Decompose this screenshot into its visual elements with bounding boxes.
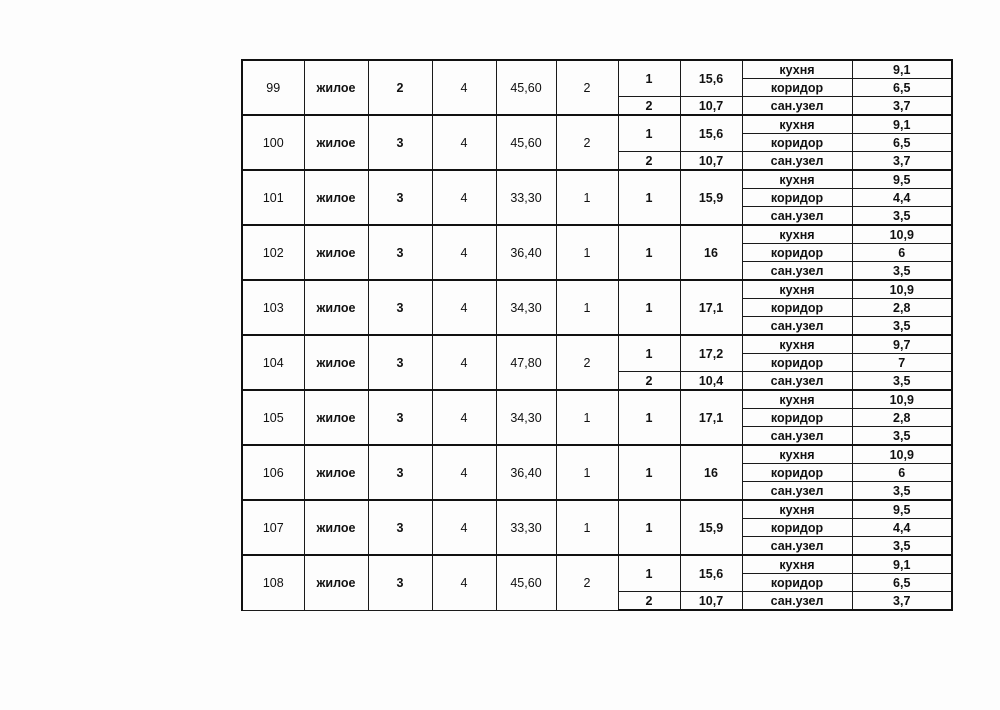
total-area-cell: 33,30 bbox=[496, 500, 556, 555]
auxiliary-room-name-cell: коридор bbox=[742, 464, 852, 482]
auxiliary-room-area-cell: 10,9 bbox=[852, 390, 952, 409]
rooms-count-cell: 1 bbox=[556, 500, 618, 555]
rooms-count-cell: 2 bbox=[556, 555, 618, 610]
premise-type-cell: жилое bbox=[304, 555, 368, 610]
rooms-count-cell: 1 bbox=[556, 225, 618, 280]
auxiliary-room-name-cell: кухня bbox=[742, 115, 852, 134]
floor-cell: 3 bbox=[368, 170, 432, 225]
auxiliary-room-name-cell: коридор bbox=[742, 574, 852, 592]
auxiliary-room-area-cell: 3,7 bbox=[852, 97, 952, 116]
auxiliary-room-name-cell: сан.узел bbox=[742, 97, 852, 116]
section-cell: 4 bbox=[432, 115, 496, 170]
section-cell: 4 bbox=[432, 225, 496, 280]
auxiliary-room-name-cell: кухня bbox=[742, 225, 852, 244]
auxiliary-room-area-cell: 3,5 bbox=[852, 317, 952, 336]
auxiliary-room-area-cell: 6 bbox=[852, 464, 952, 482]
room-area-cell: 15,6 bbox=[680, 60, 742, 97]
auxiliary-room-area-cell: 2,8 bbox=[852, 409, 952, 427]
room-number-cell: 2 bbox=[618, 97, 680, 116]
auxiliary-room-name-cell: сан.узел bbox=[742, 427, 852, 446]
auxiliary-room-name-cell: кухня bbox=[742, 445, 852, 464]
room-area-cell: 15,6 bbox=[680, 555, 742, 592]
auxiliary-room-name-cell: сан.узел bbox=[742, 592, 852, 611]
premise-type-cell: жилое bbox=[304, 280, 368, 335]
rooms-count-cell: 1 bbox=[556, 390, 618, 445]
room-number-cell: 2 bbox=[618, 372, 680, 391]
apartment-number-cell: 108 bbox=[242, 555, 304, 610]
auxiliary-room-name-cell: кухня bbox=[742, 280, 852, 299]
apartment-number-cell: 103 bbox=[242, 280, 304, 335]
total-area-cell: 34,30 bbox=[496, 390, 556, 445]
apartment-number-cell: 107 bbox=[242, 500, 304, 555]
total-area-cell: 36,40 bbox=[496, 225, 556, 280]
apartment-number-cell: 105 bbox=[242, 390, 304, 445]
room-number-cell: 1 bbox=[618, 280, 680, 335]
room-number-cell: 1 bbox=[618, 555, 680, 592]
room-area-cell: 16 bbox=[680, 445, 742, 500]
floor-cell: 2 bbox=[368, 60, 432, 115]
rooms-count-cell: 2 bbox=[556, 335, 618, 390]
apartment-number-cell: 101 bbox=[242, 170, 304, 225]
auxiliary-room-name-cell: коридор bbox=[742, 299, 852, 317]
auxiliary-room-name-cell: кухня bbox=[742, 335, 852, 354]
table-row bbox=[242, 335, 952, 354]
auxiliary-room-name-cell: коридор bbox=[742, 409, 852, 427]
auxiliary-room-area-cell: 2,8 bbox=[852, 299, 952, 317]
table-row bbox=[242, 60, 952, 79]
total-area-cell: 45,60 bbox=[496, 60, 556, 115]
premise-type-cell: жилое bbox=[304, 170, 368, 225]
total-area-cell: 36,40 bbox=[496, 445, 556, 500]
floor-cell: 3 bbox=[368, 280, 432, 335]
room-number-cell: 1 bbox=[618, 115, 680, 152]
room-area-cell: 17,1 bbox=[680, 280, 742, 335]
auxiliary-room-area-cell: 10,9 bbox=[852, 280, 952, 299]
auxiliary-room-area-cell: 9,5 bbox=[852, 170, 952, 189]
rooms-count-cell: 1 bbox=[556, 280, 618, 335]
auxiliary-room-area-cell: 7 bbox=[852, 354, 952, 372]
auxiliary-room-area-cell: 4,4 bbox=[852, 519, 952, 537]
section-cell: 4 bbox=[432, 445, 496, 500]
auxiliary-room-name-cell: сан.узел bbox=[742, 207, 852, 226]
auxiliary-room-area-cell: 3,5 bbox=[852, 537, 952, 556]
floor-cell: 3 bbox=[368, 555, 432, 610]
table-row bbox=[242, 115, 952, 134]
premise-type-cell: жилое bbox=[304, 390, 368, 445]
table-row bbox=[242, 445, 952, 464]
auxiliary-room-area-cell: 3,5 bbox=[852, 427, 952, 446]
apartment-number-cell: 100 bbox=[242, 115, 304, 170]
auxiliary-room-area-cell: 3,5 bbox=[852, 207, 952, 226]
premise-type-cell: жилое bbox=[304, 335, 368, 390]
room-area-cell: 15,9 bbox=[680, 170, 742, 225]
auxiliary-room-name-cell: коридор bbox=[742, 79, 852, 97]
auxiliary-room-name-cell: кухня bbox=[742, 500, 852, 519]
auxiliary-room-name-cell: сан.узел bbox=[742, 317, 852, 336]
auxiliary-room-area-cell: 9,1 bbox=[852, 555, 952, 574]
room-number-cell: 2 bbox=[618, 152, 680, 171]
room-area-cell: 17,2 bbox=[680, 335, 742, 372]
auxiliary-room-name-cell: сан.узел bbox=[742, 372, 852, 391]
room-number-cell: 1 bbox=[618, 170, 680, 225]
floor-cell: 3 bbox=[368, 445, 432, 500]
auxiliary-room-name-cell: коридор bbox=[742, 134, 852, 152]
rooms-count-cell: 2 bbox=[556, 60, 618, 115]
premise-type-cell: жилое bbox=[304, 500, 368, 555]
room-number-cell: 2 bbox=[618, 592, 680, 611]
rooms-count-cell: 2 bbox=[556, 115, 618, 170]
apartment-table bbox=[241, 59, 953, 611]
auxiliary-room-name-cell: сан.узел bbox=[742, 537, 852, 556]
apartment-number-cell: 102 bbox=[242, 225, 304, 280]
room-number-cell: 1 bbox=[618, 225, 680, 280]
auxiliary-room-area-cell: 9,7 bbox=[852, 335, 952, 354]
auxiliary-room-name-cell: кухня bbox=[742, 390, 852, 409]
auxiliary-room-name-cell: коридор bbox=[742, 244, 852, 262]
auxiliary-room-name-cell: коридор bbox=[742, 519, 852, 537]
table-row bbox=[242, 170, 952, 189]
room-area-cell: 15,9 bbox=[680, 500, 742, 555]
table-row bbox=[242, 500, 952, 519]
total-area-cell: 47,80 bbox=[496, 335, 556, 390]
room-number-cell: 1 bbox=[618, 60, 680, 97]
total-area-cell: 45,60 bbox=[496, 115, 556, 170]
room-number-cell: 1 bbox=[618, 390, 680, 445]
auxiliary-room-area-cell: 6,5 bbox=[852, 79, 952, 97]
apartment-number-cell: 106 bbox=[242, 445, 304, 500]
room-area-cell: 10,4 bbox=[680, 372, 742, 391]
floor-cell: 3 bbox=[368, 225, 432, 280]
room-number-cell: 1 bbox=[618, 500, 680, 555]
room-area-cell: 10,7 bbox=[680, 592, 742, 611]
premise-type-cell: жилое bbox=[304, 60, 368, 115]
auxiliary-room-area-cell: 6 bbox=[852, 244, 952, 262]
rooms-count-cell: 1 bbox=[556, 445, 618, 500]
table-row bbox=[242, 390, 952, 409]
auxiliary-room-name-cell: кухня bbox=[742, 170, 852, 189]
auxiliary-room-area-cell: 4,4 bbox=[852, 189, 952, 207]
section-cell: 4 bbox=[432, 335, 496, 390]
premise-type-cell: жилое bbox=[304, 225, 368, 280]
apartment-number-cell: 99 bbox=[242, 60, 304, 115]
auxiliary-room-name-cell: сан.узел bbox=[742, 482, 852, 501]
auxiliary-room-area-cell: 3,5 bbox=[852, 482, 952, 501]
auxiliary-room-name-cell: сан.узел bbox=[742, 152, 852, 171]
auxiliary-room-area-cell: 3,7 bbox=[852, 592, 952, 611]
room-area-cell: 10,7 bbox=[680, 152, 742, 171]
auxiliary-room-area-cell: 9,5 bbox=[852, 500, 952, 519]
table-row bbox=[242, 280, 952, 299]
section-cell: 4 bbox=[432, 555, 496, 610]
premise-type-cell: жилое bbox=[304, 445, 368, 500]
table-row bbox=[242, 225, 952, 244]
apartment-table-body bbox=[242, 60, 952, 610]
room-area-cell: 16 bbox=[680, 225, 742, 280]
auxiliary-room-name-cell: кухня bbox=[742, 555, 852, 574]
auxiliary-room-name-cell: сан.узел bbox=[742, 262, 852, 281]
room-area-cell: 17,1 bbox=[680, 390, 742, 445]
auxiliary-room-area-cell: 6,5 bbox=[852, 134, 952, 152]
floor-cell: 3 bbox=[368, 335, 432, 390]
auxiliary-room-area-cell: 10,9 bbox=[852, 445, 952, 464]
premise-type-cell: жилое bbox=[304, 115, 368, 170]
section-cell: 4 bbox=[432, 60, 496, 115]
room-number-cell: 1 bbox=[618, 335, 680, 372]
auxiliary-room-area-cell: 3,7 bbox=[852, 152, 952, 171]
auxiliary-room-name-cell: коридор bbox=[742, 189, 852, 207]
section-cell: 4 bbox=[432, 500, 496, 555]
total-area-cell: 33,30 bbox=[496, 170, 556, 225]
auxiliary-room-area-cell: 3,5 bbox=[852, 262, 952, 281]
apartment-number-cell: 104 bbox=[242, 335, 304, 390]
section-cell: 4 bbox=[432, 280, 496, 335]
auxiliary-room-area-cell: 9,1 bbox=[852, 60, 952, 79]
auxiliary-room-area-cell: 10,9 bbox=[852, 225, 952, 244]
auxiliary-room-name-cell: кухня bbox=[742, 60, 852, 79]
room-area-cell: 10,7 bbox=[680, 97, 742, 116]
section-cell: 4 bbox=[432, 170, 496, 225]
rooms-count-cell: 1 bbox=[556, 170, 618, 225]
room-number-cell: 1 bbox=[618, 445, 680, 500]
floor-cell: 3 bbox=[368, 115, 432, 170]
table-row bbox=[242, 555, 952, 574]
total-area-cell: 34,30 bbox=[496, 280, 556, 335]
auxiliary-room-area-cell: 6,5 bbox=[852, 574, 952, 592]
room-area-cell: 15,6 bbox=[680, 115, 742, 152]
total-area-cell: 45,60 bbox=[496, 555, 556, 610]
floor-cell: 3 bbox=[368, 500, 432, 555]
floor-cell: 3 bbox=[368, 390, 432, 445]
section-cell: 4 bbox=[432, 390, 496, 445]
auxiliary-room-area-cell: 3,5 bbox=[852, 372, 952, 391]
auxiliary-room-name-cell: коридор bbox=[742, 354, 852, 372]
auxiliary-room-area-cell: 9,1 bbox=[852, 115, 952, 134]
